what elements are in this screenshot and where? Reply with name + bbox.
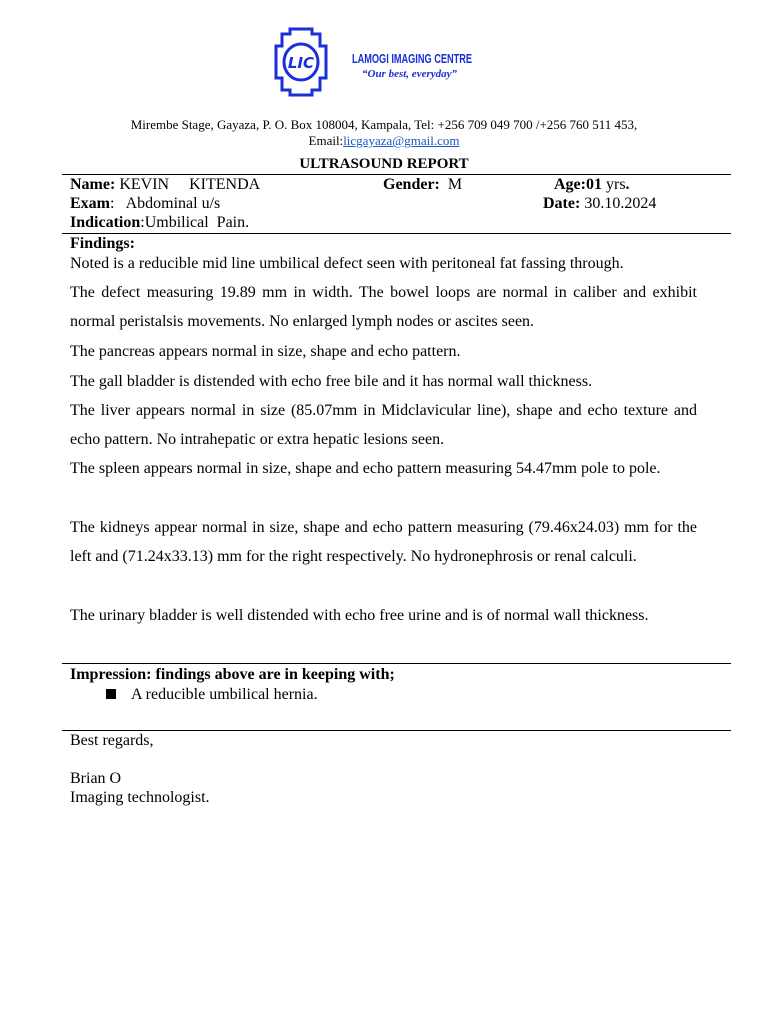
finding-defect-bowel: The defect measuring 19.89 mm in width. The bowel loops are normal in caliber and exhibit normal peristalsis movements. No enlarged lymph nodes or ascites seen. (70, 284, 697, 331)
exam-label: Exam (70, 195, 110, 212)
divider-impression (62, 663, 731, 664)
patient-age (554, 175, 630, 195)
finding-liver: The liver appears normal in size (85.07mm in Midclavicular line), shape and echo texture and echo pattern. No intrahepatic or extra hepatic lesions seen. (70, 402, 697, 449)
age-label: Age: (554, 176, 586, 193)
impression-item: A reducible umbilical hernia. (131, 686, 318, 703)
email-link[interactable]: licgayaza@gmail.com (343, 133, 460, 148)
bullet-icon (106, 689, 116, 699)
tagline: “Our best, everyday” (362, 68, 458, 80)
address-line: Mirembe Stage, Gayaza, P. O. Box 108004, Kampala, Tel: +256 709 049 700 /+256 760 511 453, (130, 117, 638, 132)
finding-umbilical-defect: Noted is a reducible mid line umbilical defect seen with peritoneal fat fassing through. (70, 255, 624, 272)
indication-line (70, 213, 249, 233)
report-title: ULTRASOUND REPORT (299, 156, 469, 172)
signatory-name: Brian O (70, 770, 122, 787)
email-label: Email: (308, 133, 344, 148)
date-label: Date: (543, 195, 581, 212)
exam-value: Abdominal u/s (125, 195, 221, 212)
signatory-title: Imaging technologist. (70, 789, 210, 806)
impression-heading: Impression: findings above are in keeping with; (70, 666, 395, 683)
last-name: KITENDA (189, 176, 261, 193)
email-line (0, 133, 768, 149)
findings-heading: Findings: (70, 235, 135, 252)
best-regards: Best regards, (70, 732, 154, 749)
finding-urinary-bladder: The urinary bladder is well distended with echo free urine and is of normal wall thickness. (70, 607, 649, 624)
exam-colon: : (110, 195, 115, 212)
logo-monogram: LIC (287, 54, 315, 72)
gender-value: M (447, 176, 463, 193)
date-line (543, 194, 656, 214)
gender-label: Gender: (383, 176, 440, 193)
indication-label: Indication (70, 214, 141, 231)
finding-kidneys: The kidneys appear normal in size, shape and echo pattern measuring (79.46x24.03) mm for the left and (71.24x33.13) mm for the right respectively. No hydronephrosis or renal calculi. (70, 519, 697, 566)
exam-line (70, 194, 220, 214)
centre-name: LAMOGI IMAGING CENTRE (352, 52, 472, 66)
patient-name (70, 175, 260, 195)
patient-gender (383, 175, 462, 195)
first-name: KEVIN (119, 176, 170, 193)
finding-gall-bladder: The gall bladder is distended with echo free bile and it has normal wall thickness. (70, 373, 593, 390)
age-dot: . (625, 176, 630, 193)
divider-signoff (62, 730, 731, 731)
divider-findings (62, 233, 731, 234)
age-unit: yrs (605, 176, 626, 193)
finding-spleen: The spleen appears normal in size, shape and echo pattern measuring 54.47mm pole to pole. (70, 460, 661, 477)
date-value: 30.10.2024 (584, 195, 657, 212)
indication-value: :Umbilical Pain. (140, 214, 250, 231)
name-label: Name: (70, 176, 116, 193)
age-value: 01 (585, 176, 602, 193)
finding-pancreas: The pancreas appears normal in size, shape and echo pattern. (70, 343, 461, 360)
lic-logo (272, 26, 477, 98)
